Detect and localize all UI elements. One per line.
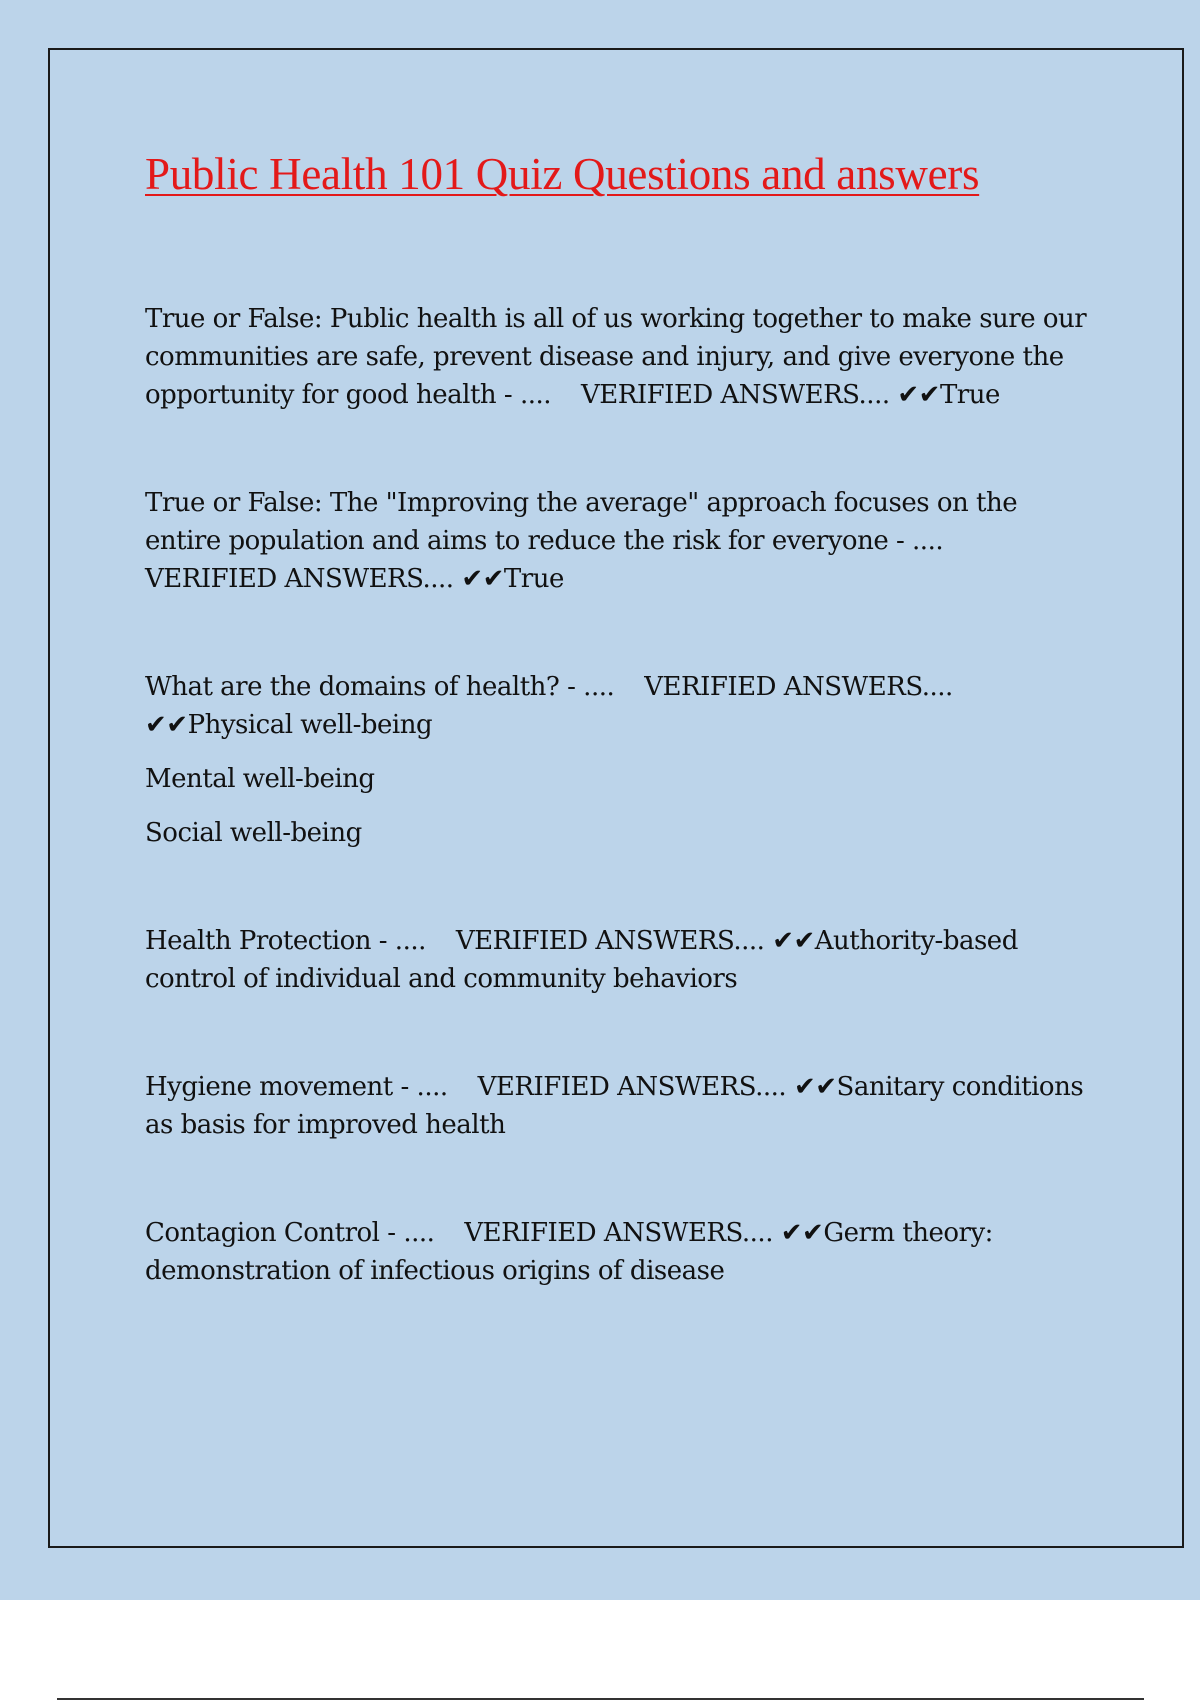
question-text: Health Protection bbox=[145, 926, 371, 956]
document-title: Public Health 101 Quiz Questions and answers bbox=[145, 149, 980, 199]
separator: - .... bbox=[387, 1218, 435, 1248]
checkmark-icon: ✔✔ bbox=[793, 1072, 837, 1102]
verified-label: VERIFIED ANSWERS.... bbox=[464, 1218, 773, 1248]
qa-text bbox=[145, 1214, 1095, 1290]
question-text: What are the domains of health? bbox=[145, 672, 560, 702]
separator: - .... bbox=[895, 526, 944, 556]
quiz-content bbox=[145, 300, 1095, 1360]
separator: - .... bbox=[503, 380, 552, 410]
separator: - .... bbox=[567, 672, 615, 702]
qa-text bbox=[145, 922, 1095, 998]
question-text: Hygiene movement bbox=[145, 1072, 393, 1102]
answer-text: Authority-based control of individual and community behaviors bbox=[145, 926, 1018, 994]
qa-text bbox=[145, 668, 1095, 744]
checkmark-icon: ✔✔ bbox=[897, 380, 940, 410]
qa-item bbox=[145, 1214, 1095, 1290]
question-text: True or False: Public health is all of us working together to make sure our communities are safe, prevent disease and injury, and give everyone the opportunity for good health bbox=[145, 304, 1087, 410]
answer-text: True bbox=[503, 564, 564, 594]
qa-item bbox=[145, 668, 1095, 852]
separator: - .... bbox=[400, 1072, 448, 1102]
checkmark-icon: ✔✔ bbox=[145, 710, 188, 740]
answer-text: Physical well-being bbox=[187, 710, 433, 740]
checkmark-icon: ✔✔ bbox=[780, 1218, 824, 1248]
answer-extra-line: Social well-being bbox=[145, 818, 362, 848]
qa-text bbox=[145, 1068, 1095, 1144]
answer-text: True bbox=[939, 380, 1000, 410]
question-text: Contagion Control bbox=[145, 1218, 380, 1248]
qa-item bbox=[145, 1068, 1095, 1144]
verified-label: VERIFIED ANSWERS.... bbox=[644, 672, 953, 702]
answer-text: Sanitary conditions as basis for improved health bbox=[145, 1072, 1084, 1140]
answer-extra-line: Mental well-being bbox=[145, 764, 375, 794]
separator: - .... bbox=[378, 926, 426, 956]
checkmark-icon: ✔✔ bbox=[461, 564, 504, 594]
question-text: True or False: The "Improving the average" approach focuses on the entire population and aims to reduce the risk for everyone bbox=[145, 488, 1018, 556]
verified-label: VERIFIED ANSWERS.... bbox=[581, 380, 890, 410]
checkmark-icon: ✔✔ bbox=[772, 926, 815, 956]
verified-label: VERIFIED ANSWERS.... bbox=[477, 1072, 787, 1102]
qa-text bbox=[145, 484, 1095, 598]
qa-item bbox=[145, 300, 1095, 414]
qa-item bbox=[145, 922, 1095, 998]
qa-text bbox=[145, 300, 1095, 414]
answer-text: Germ theory: demonstration of infectious origins of disease bbox=[145, 1218, 993, 1286]
verified-label: VERIFIED ANSWERS.... bbox=[145, 564, 454, 594]
qa-item bbox=[145, 484, 1095, 598]
verified-label: VERIFIED ANSWERS.... bbox=[455, 926, 765, 956]
